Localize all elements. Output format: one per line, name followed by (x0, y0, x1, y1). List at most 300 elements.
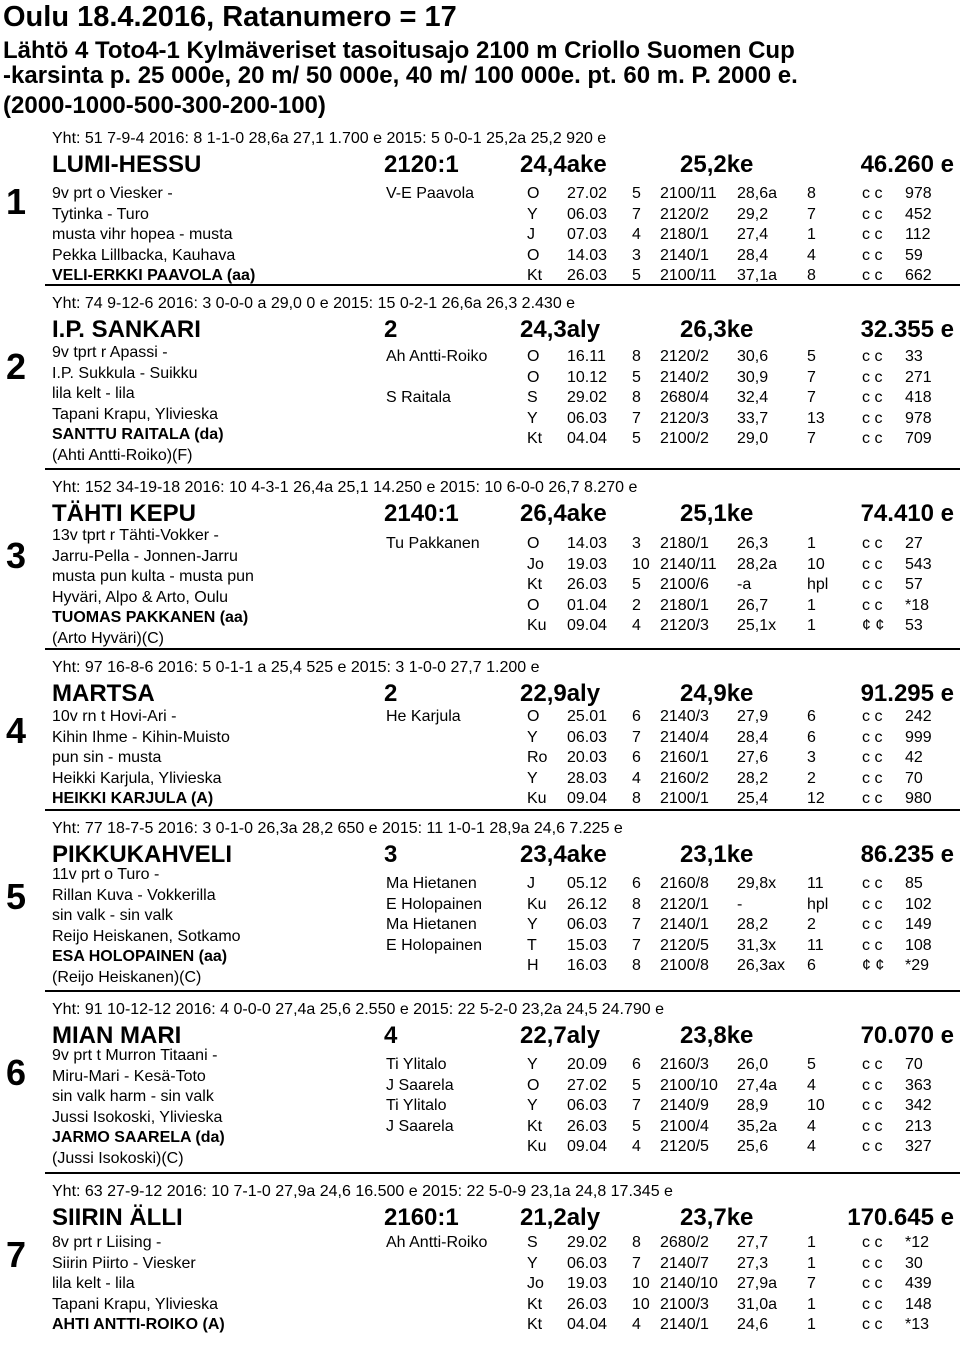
start-race-number: 8 (632, 957, 641, 975)
start-time: 25,1x (737, 617, 777, 635)
start-placing: 1 (807, 535, 816, 552)
trainer-column (386, 1233, 487, 1336)
divider (45, 1172, 960, 1174)
horse-stats: Yht: 74 9-12-6 2016: 3 0-0-0 a 29,0 0 e 2015: 15 0-2-1 26,6a 26,3 2.430 e (52, 295, 576, 312)
best-time-2: 23,7ke (680, 1204, 754, 1231)
start-date: 19.03 (567, 1275, 608, 1293)
info-line: Reijo Heiskanen, Sotkamo (52, 927, 241, 945)
start-shoe-info: c c (862, 749, 883, 767)
start-track: O (527, 185, 540, 202)
horse-info (52, 707, 230, 810)
start-track: O (527, 368, 540, 386)
start-placing: 10 (807, 1097, 825, 1115)
start-date: 09.04 (567, 1138, 608, 1156)
race-info-line-1: Lähtö 4 Toto4-1 Kylmäveriset tasoitusajo 2100 m Criollo Suomen Cup (3, 37, 795, 64)
start-distance-track: 2140/2 (660, 368, 709, 386)
horse-name: TÄHTI KEPU (52, 500, 196, 527)
start-track: Ku (527, 617, 547, 635)
start-odds: 543 (905, 555, 932, 573)
driver: HEIKKI KARJULA (A) (52, 790, 214, 808)
start-shoe-info: c c (862, 1275, 883, 1293)
start-placing: 11 (807, 936, 824, 954)
start-track: Ro (527, 749, 548, 767)
start-shoe-info: c c (862, 185, 883, 202)
trainer (386, 728, 461, 749)
start-time: 26,3ax (737, 957, 786, 975)
info-line: (Arto Hyväri)(C) (52, 629, 164, 647)
start-time: 28,9 (737, 1097, 769, 1115)
start-date: 26.12 (567, 895, 608, 913)
info-line: sin valk - sin valk (52, 907, 173, 925)
start-odds: 980 (905, 790, 932, 808)
start-placing: 8 (807, 267, 816, 285)
start-placing: 4 (807, 246, 816, 264)
trainer (386, 1315, 487, 1336)
start-date: 27.02 (567, 1076, 608, 1094)
start-track: Kt (527, 1316, 543, 1334)
start-track: Jo (527, 1275, 544, 1293)
total-earnings: 86.235 e (860, 841, 954, 868)
start-track: Ku (527, 895, 547, 913)
trainer: He Karjula (386, 708, 461, 725)
start-race-number: 5 (632, 185, 641, 202)
info-line: 9v prt t Murron Titaani - (52, 1047, 218, 1064)
post-position: 2 (384, 680, 398, 707)
trainer (386, 1254, 487, 1275)
start-odds: 53 (905, 617, 923, 635)
start-distance-track: 2160/1 (660, 749, 709, 767)
best-time-2: 23,1ke (680, 841, 754, 868)
start-date: 06.03 (567, 1097, 608, 1115)
start-odds: 418 (905, 389, 932, 407)
start-shoe-info: c c (862, 576, 883, 594)
driver: SANTTU RAITALA (da) (52, 426, 224, 444)
start-number: 2 (6, 346, 27, 387)
start-distance-track: 2140/1 (660, 916, 709, 934)
start-race-number: 7 (632, 1097, 641, 1115)
start-odds: 149 (905, 916, 932, 934)
start-date: 07.03 (567, 226, 608, 244)
start-placing: 7 (807, 430, 816, 448)
start-track: Y (527, 409, 538, 427)
start-time: 35,2a (737, 1117, 778, 1135)
info-line: Miru-Mari - Kesä-Toto (52, 1067, 206, 1085)
info-line: Tapani Krapu, Ylivieska (52, 1295, 219, 1313)
start-placing: 1 (807, 617, 816, 635)
horse-name: PIKKUKAHVELI (52, 841, 233, 868)
start-distance-track: 2140/9 (660, 1097, 709, 1115)
start-race-number: 6 (632, 749, 641, 767)
horse-name: LUMI-HESSU (52, 151, 202, 178)
horse-info (52, 343, 224, 467)
trainer: E Holopainen (386, 895, 483, 913)
start-race-number: 10 (632, 555, 650, 573)
divider (45, 809, 960, 811)
horse-stats: Yht: 152 34-19-18 2016: 10 4-3-1 26,4a 25,1 14.250 e 2015: 10 6-0-0 26,7 8.270 e (52, 479, 638, 496)
start-race-number: 3 (632, 535, 641, 552)
total-earnings: 74.410 e (860, 500, 954, 527)
start-time: 26,7 (737, 596, 769, 614)
start-time: 25,4 (737, 790, 769, 808)
driver: JARMO SAARELA (da) (52, 1129, 225, 1147)
start-number: 6 (6, 1052, 27, 1093)
best-time: 22,7aly (520, 1022, 601, 1049)
start-odds: 709 (905, 430, 932, 448)
start-race-number: 5 (632, 1117, 641, 1135)
start-distance-track: 2680/4 (660, 389, 709, 407)
start-track: Kt (527, 267, 543, 285)
start-placing: 11 (807, 875, 824, 892)
start-shoe-info: c c (862, 936, 883, 954)
info-line: Heikki Karjula, Ylivieska (52, 769, 222, 787)
start-distance-track: 2160/3 (660, 1056, 709, 1073)
start-distance-track: 2120/3 (660, 617, 709, 635)
info-line: 13v tprt r Tähti-Vokker - (52, 527, 219, 544)
trainer (386, 225, 474, 246)
horse-stats: Yht: 97 16-8-6 2016: 5 0-1-1 a 25,4 525 e 2015: 3 1-0-0 27,7 1.200 e (52, 659, 540, 676)
start-placing: 7 (807, 205, 816, 223)
start-track: O (527, 596, 540, 614)
best-time: 24,3aly (520, 316, 601, 343)
start-odds: *29 (905, 957, 930, 975)
total-earnings: 70.070 e (860, 1022, 954, 1049)
start-odds: 978 (905, 409, 932, 427)
start-track: J (527, 226, 535, 244)
start-odds: 70 (905, 1056, 923, 1073)
start-shoe-info: c c (862, 409, 883, 427)
start-track: Ku (527, 1138, 547, 1156)
info-line: (Jussi Isokoski)(C) (52, 1149, 184, 1167)
start-race-number: 7 (632, 205, 641, 223)
trainer-column (386, 347, 487, 450)
trainer: J Saarela (386, 1117, 454, 1135)
start-track: Kt (527, 1295, 543, 1313)
start-time: 27,4a (737, 1076, 778, 1094)
start-distance-track: 2180/1 (660, 226, 709, 244)
best-time: 26,4ake (520, 500, 607, 527)
start-shoe-info: c c (862, 389, 883, 407)
info-line: sin valk harm - sin valk (52, 1088, 214, 1106)
start-distance-track: 2180/1 (660, 596, 709, 614)
start-placing: 6 (807, 957, 816, 975)
start-date: 05.12 (567, 875, 608, 892)
info-line: (Reijo Heiskanen)(C) (52, 968, 202, 986)
start-odds: 30 (905, 1254, 923, 1272)
start-distance-track: 2100/6 (660, 576, 709, 594)
start-race-number: 7 (632, 728, 641, 746)
start-date: 14.03 (567, 535, 608, 552)
start-odds: *18 (905, 596, 930, 614)
best-time: 21,2aly (520, 1204, 601, 1231)
horse-stats: Yht: 51 7-9-4 2016: 8 1-1-0 28,6a 27,1 1.700 e 2015: 5 0-0-1 25,2a 25,2 920 e (52, 130, 607, 147)
start-odds: 108 (905, 936, 932, 954)
start-odds: 33 (905, 348, 923, 365)
trainer (386, 596, 480, 617)
trainer (386, 616, 480, 637)
start-date: 06.03 (567, 409, 608, 427)
start-track: O (527, 708, 540, 725)
info-line: 9v prt o Viesker - (52, 185, 173, 202)
start-race-number: 10 (632, 1275, 650, 1293)
start-distance-track: 2160/2 (660, 769, 709, 787)
start-number: 7 (6, 1234, 27, 1275)
start-time: 29,0 (737, 430, 769, 448)
start-placing: 5 (807, 1056, 816, 1073)
start-odds: 439 (905, 1275, 932, 1293)
start-odds: 242 (905, 708, 932, 725)
start-time: 27,4 (737, 226, 769, 244)
horse-info (52, 184, 255, 287)
trainer: S Raitala (386, 389, 451, 407)
start-distance-track: 2120/3 (660, 409, 709, 427)
start-shoe-info: c c (862, 430, 883, 448)
info-line: 11v prt o Turo - (52, 866, 160, 883)
best-time-2: 25,1ke (680, 500, 754, 527)
trainer (386, 575, 480, 596)
page-title: Oulu 18.4.2016, Ratanumero = 17 (3, 1, 457, 33)
start-time: 27,9 (737, 708, 769, 725)
start-race-number: 6 (632, 1056, 641, 1073)
start-placing: 8 (807, 185, 816, 202)
start-date: 06.03 (567, 1254, 608, 1272)
start-date: 10.12 (567, 368, 608, 386)
start-number: 1 (6, 181, 27, 222)
start-time: 27,6 (737, 749, 769, 767)
start-shoe-info: c c (862, 205, 883, 223)
start-time: 28,6a (737, 185, 778, 202)
start-date: 06.03 (567, 728, 608, 746)
start-placing: 4 (807, 1138, 816, 1156)
start-race-number: 5 (632, 368, 641, 386)
start-distance-track: 2100/2 (660, 430, 709, 448)
start-odds: 452 (905, 205, 932, 223)
info-line: Jarru-Pella - Jonnen-Jarru (52, 547, 238, 565)
horse-info (52, 865, 241, 989)
start-race-number: 4 (632, 226, 641, 244)
start-distance-track: 2160/8 (660, 875, 709, 892)
start-date: 29.02 (567, 1234, 608, 1251)
trainer-column (386, 707, 461, 810)
start-date: 28.03 (567, 769, 608, 787)
total-earnings: 170.645 e (847, 1204, 954, 1231)
start-shoe-info: c c (862, 769, 883, 787)
start-odds: 112 (905, 226, 931, 244)
start-distance-track: 2140/11 (660, 555, 717, 573)
start-odds: 59 (905, 246, 923, 264)
start-placing: 10 (807, 555, 825, 573)
start-placing: 2 (807, 916, 816, 934)
start-distance-track: 2140/1 (660, 1316, 709, 1334)
start-time: 28,4 (737, 728, 769, 746)
start-time: 33,7 (737, 409, 769, 427)
start-number: 4 (6, 710, 27, 751)
start-race-number: 5 (632, 1076, 641, 1094)
info-line: Tytinka - Turo (52, 205, 149, 223)
best-time: 22,9aly (520, 680, 601, 707)
start-shoe-info: c c (862, 368, 883, 386)
post-position: 2120:1 (384, 151, 459, 178)
info-line: pun sin - musta (52, 749, 162, 767)
start-placing: 1 (807, 1295, 816, 1313)
driver: TUOMAS PAKKANEN (aa) (52, 609, 249, 627)
start-time: 32,4 (737, 389, 769, 407)
best-time-2: 23,8ke (680, 1022, 754, 1049)
start-time: 26,3 (737, 535, 769, 552)
info-line: lila kelt - lila (52, 385, 135, 403)
start-shoe-info: c c (862, 267, 883, 285)
trainer: Ma Hietanen (386, 916, 477, 934)
trainer: Ah Antti-Roiko (386, 348, 488, 365)
start-placing: 5 (807, 348, 816, 365)
start-shoe-info: c c (862, 1076, 883, 1094)
start-shoe-info: c c (862, 728, 883, 746)
trainer-column (386, 1055, 454, 1158)
best-time: 23,4ake (520, 841, 607, 868)
trainer-column (386, 874, 482, 977)
start-odds: 42 (905, 749, 923, 767)
info-line: Pekka Lillbacka, Kauhava (52, 246, 236, 264)
start-placing: 2 (807, 769, 816, 787)
trainer-column (386, 184, 474, 287)
info-line: Siirin Piirto - Viesker (52, 1254, 196, 1272)
start-track: O (527, 535, 540, 552)
start-shoe-info: c c (862, 1234, 883, 1251)
start-date: 04.04 (567, 1316, 608, 1334)
start-date: 16.03 (567, 957, 608, 975)
start-odds: *13 (905, 1316, 930, 1334)
best-time-2: 26,3ke (680, 316, 754, 343)
start-race-number: 8 (632, 1234, 641, 1251)
trainer (386, 789, 461, 810)
start-placing: 1 (807, 1234, 816, 1251)
start-time: 27,7 (737, 1234, 769, 1251)
start-time: -a (737, 576, 752, 594)
start-date: 04.04 (567, 430, 608, 448)
start-placing: 3 (807, 749, 816, 767)
start-distance-track: 2140/10 (660, 1275, 718, 1293)
info-line: Kihin Ihme - Kihin-Muisto (52, 728, 230, 746)
start-date: 15.03 (567, 936, 608, 954)
start-number: 5 (6, 876, 27, 917)
start-track: Y (527, 1056, 538, 1073)
trainer: Ti Ylitalo (386, 1097, 447, 1115)
start-placing: hpl (807, 576, 829, 594)
start-placing: 1 (807, 226, 816, 244)
start-distance-track: 2140/4 (660, 728, 709, 746)
start-shoe-info: c c (862, 1097, 883, 1115)
start-date: 26.03 (567, 267, 608, 285)
start-shoe-info: c c (862, 555, 883, 573)
start-placing: 1 (807, 1316, 816, 1334)
trainer (386, 409, 487, 430)
start-time: 31,3x (737, 936, 777, 954)
start-placing: 4 (807, 1117, 816, 1135)
trainer (386, 246, 474, 267)
start-race-number: 7 (632, 409, 641, 427)
info-line: I.P. Sukkula - Suikku (52, 364, 198, 382)
start-distance-track: 2100/8 (660, 957, 709, 975)
horse-info (52, 1046, 225, 1170)
start-shoe-info: c c (862, 596, 883, 614)
start-number: 3 (6, 535, 27, 576)
start-track: Ku (527, 790, 547, 808)
start-track: O (527, 1076, 540, 1094)
start-odds: 148 (905, 1295, 932, 1313)
info-line: 10v rn t Hovi-Ari - (52, 708, 177, 725)
start-track: Y (527, 1254, 538, 1272)
start-date: 09.04 (567, 617, 608, 635)
start-odds: 327 (905, 1138, 932, 1156)
trainer-column (386, 534, 480, 637)
start-placing: 7 (807, 389, 816, 407)
start-date: 19.03 (567, 555, 608, 573)
start-date: 06.03 (567, 916, 608, 934)
horse-info (52, 526, 254, 650)
start-distance-track: 2100/11 (660, 185, 717, 202)
race-info-line-2: -karsinta p. 25 000e, 20 m/ 50 000e, 40 m/ 100 000e. pt. 60 m. P. 2000 e. (3, 62, 798, 89)
start-placing: 12 (807, 790, 825, 808)
trainer (386, 1137, 454, 1158)
start-placing: hpl (807, 895, 829, 913)
start-distance-track: 2180/1 (660, 535, 709, 552)
start-time: 25,6 (737, 1138, 769, 1156)
trainer (386, 555, 480, 576)
trainer: Ma Hietanen (386, 875, 477, 892)
start-track: O (527, 246, 540, 264)
start-date: 16.11 (567, 348, 606, 365)
start-track: S (527, 1234, 538, 1251)
start-time: 30,6 (737, 348, 769, 365)
start-time: 30,9 (737, 368, 769, 386)
trainer (386, 956, 482, 977)
start-shoe-info: c c (862, 1295, 883, 1313)
post-position: 3 (384, 841, 398, 868)
post-position: 2140:1 (384, 500, 459, 527)
start-track: Kt (527, 1117, 543, 1135)
horse-name: MARTSA (52, 680, 155, 707)
trainer: Ti Ylitalo (386, 1056, 447, 1073)
info-line: Jussi Isokoski, Ylivieska (52, 1108, 223, 1126)
start-shoe-info: c c (862, 790, 883, 808)
start-shoe-info: c c (862, 226, 883, 244)
start-time: - (737, 895, 743, 913)
start-date: 06.03 (567, 205, 608, 223)
start-distance-track: 2120/2 (660, 205, 709, 223)
start-date: 29.02 (567, 389, 608, 407)
start-date: 09.04 (567, 790, 608, 808)
start-distance-track: 2140/3 (660, 708, 709, 725)
start-track: Kt (527, 430, 543, 448)
start-race-number: 4 (632, 617, 641, 635)
start-date: 27.02 (567, 185, 608, 202)
start-odds: 70 (905, 769, 923, 787)
start-placing: 1 (807, 1254, 816, 1272)
best-time-2: 25,2ke (680, 151, 754, 178)
start-shoe-info: c c (862, 348, 883, 365)
best-time: 24,4ake (520, 151, 607, 178)
start-race-number: 7 (632, 1254, 641, 1272)
start-track: O (527, 348, 540, 365)
start-race-number: 8 (632, 348, 641, 365)
start-placing: 7 (807, 1275, 816, 1293)
info-line: Hyväri, Alpo & Arto, Oulu (52, 588, 229, 606)
start-track: Y (527, 728, 538, 746)
trainer: Tu Pakkanen (386, 535, 480, 552)
best-time-2: 24,9ke (680, 680, 754, 707)
start-distance-track: 2100/10 (660, 1076, 718, 1094)
start-track: Y (527, 205, 538, 223)
start-placing: 7 (807, 368, 816, 386)
